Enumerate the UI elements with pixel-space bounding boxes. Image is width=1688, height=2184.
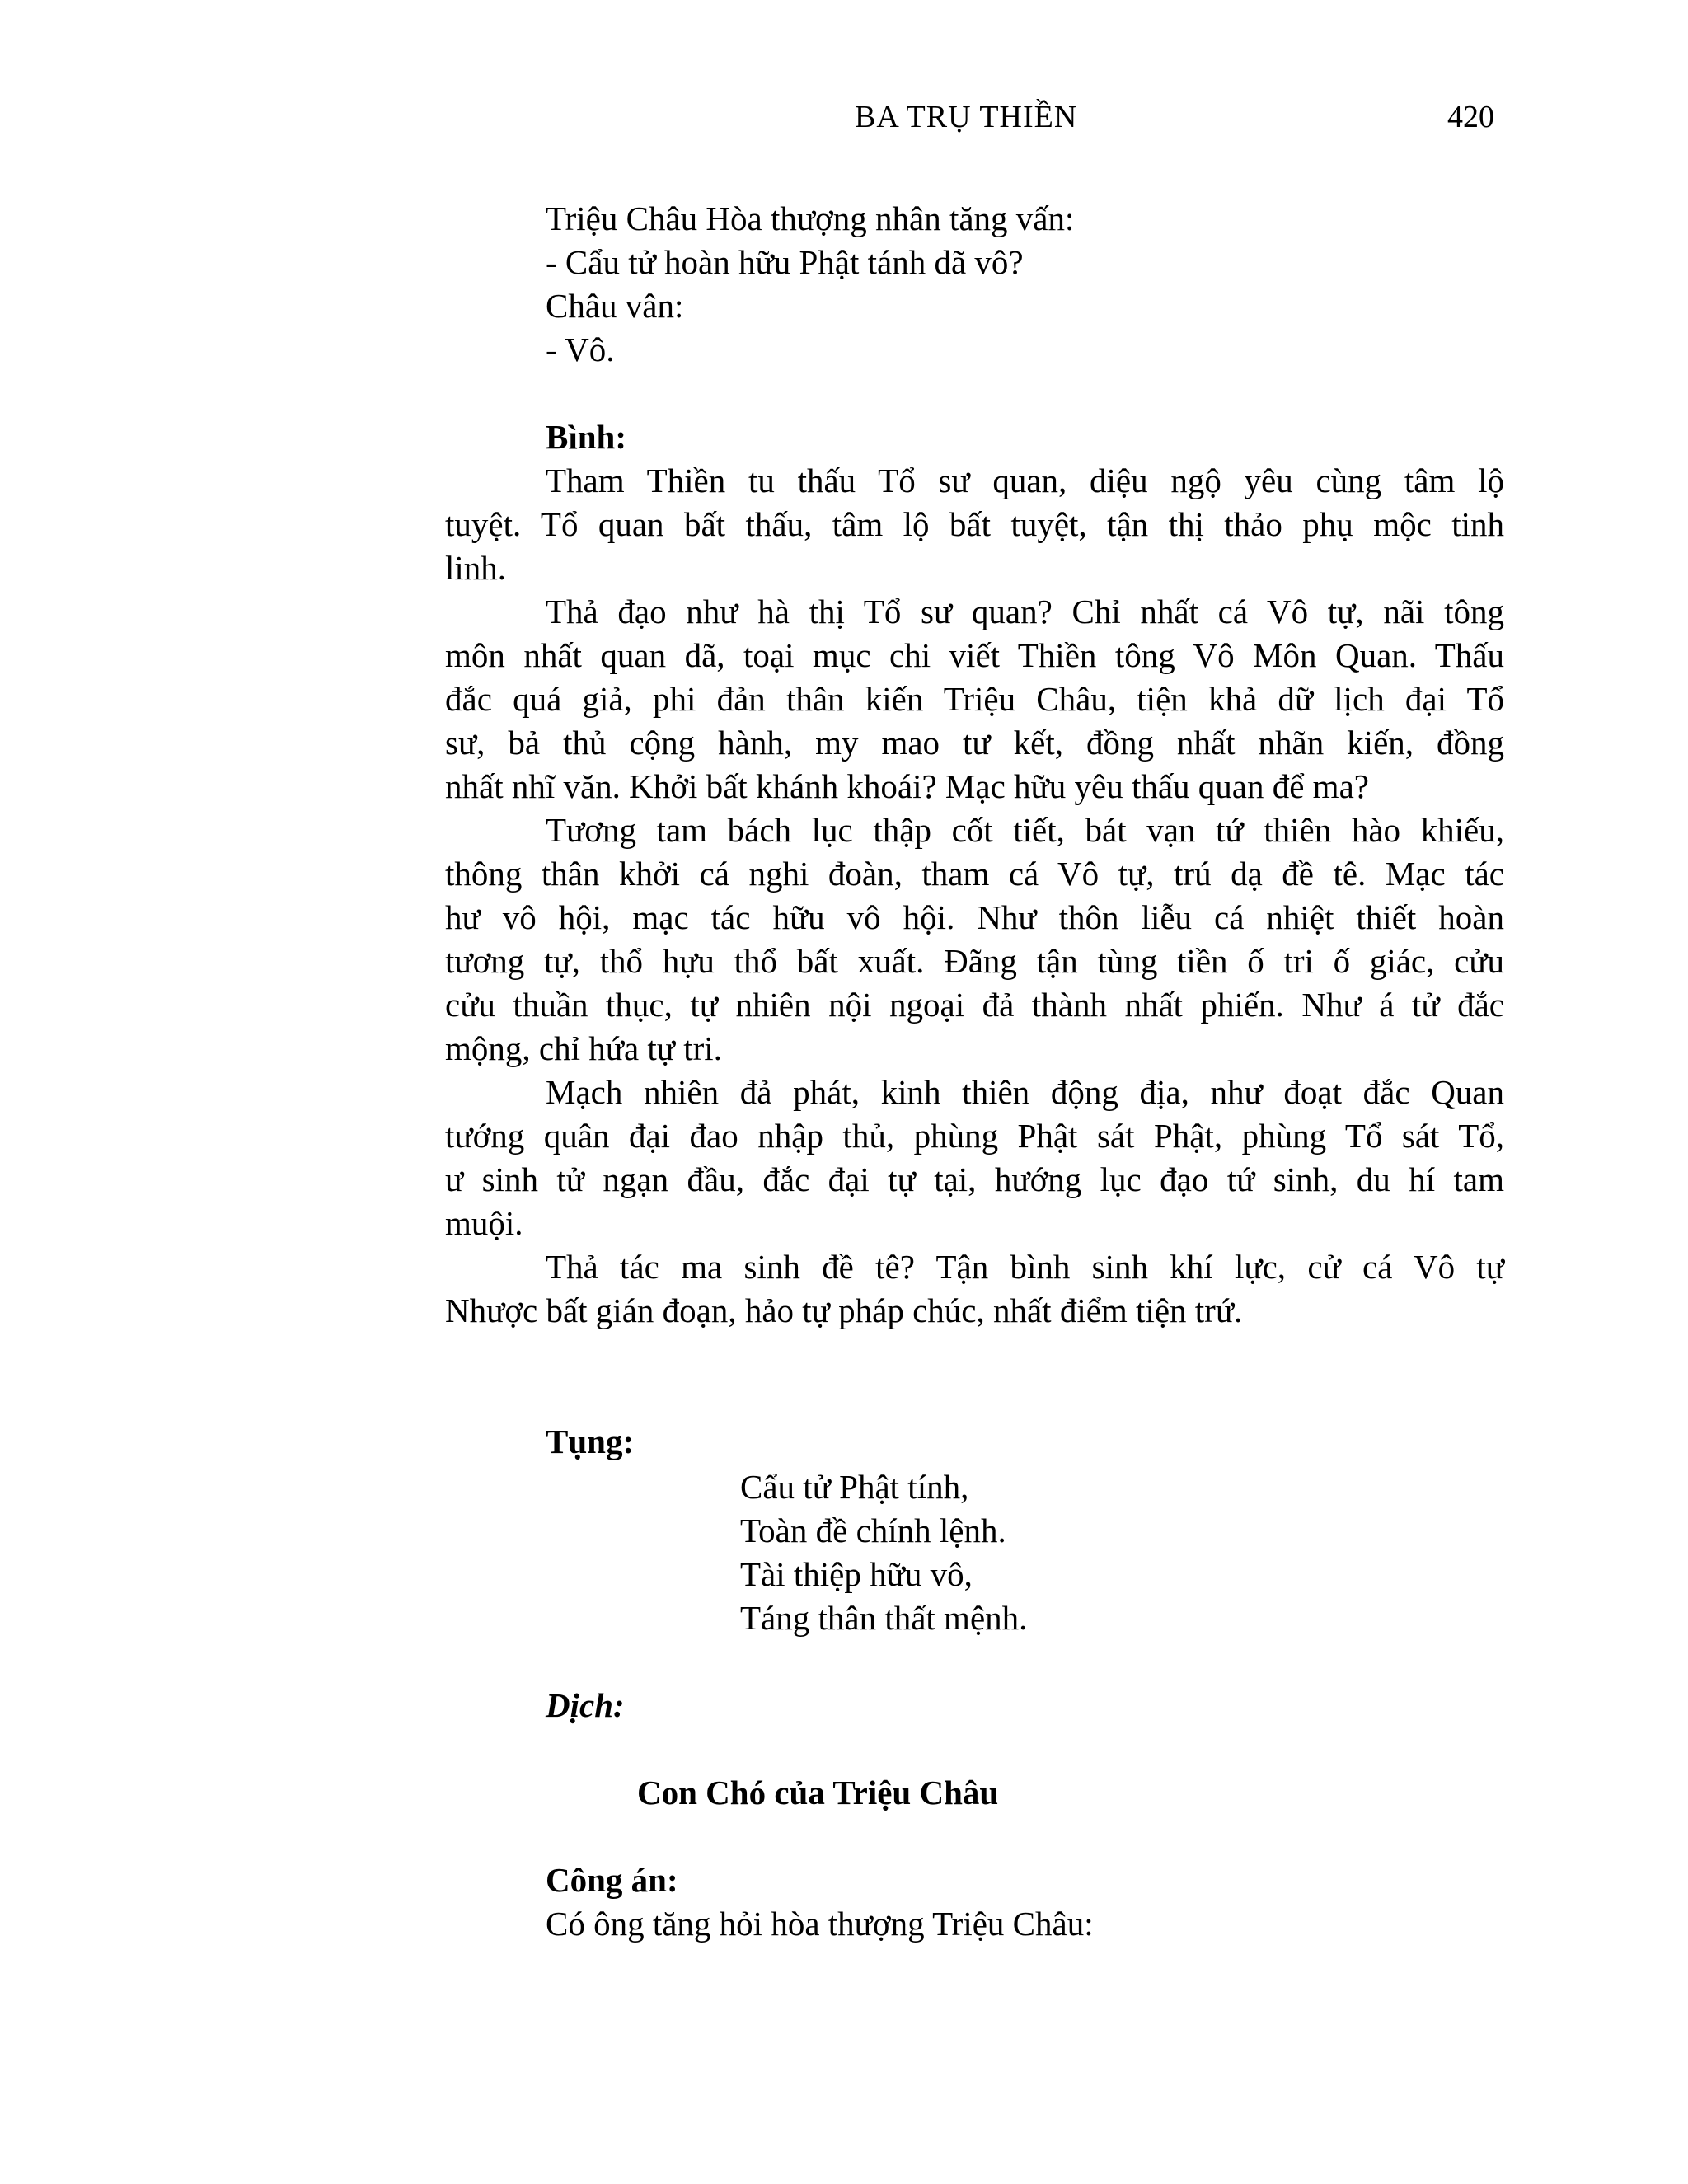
running-header-title: BA TRỤ THIỀN xyxy=(855,100,1078,134)
verse-line: Cẩu tử Phật tính, xyxy=(740,1468,969,1506)
dich-heading: Dịch: xyxy=(546,1686,625,1724)
binh-paragraph-line: sư, bả thủ cộng hành, my mao tư kết, đồng nhất nhãn kiến, đồng xyxy=(445,724,1504,762)
binh-paragraph-line: Thả tác ma sinh đề tê? Tận bình sinh khí lực, cử cá Vô tự xyxy=(546,1248,1504,1286)
binh-paragraph-line: Tham Thiền tu thấu Tổ sư quan, diệu ngộ yêu cùng tâm lộ xyxy=(546,462,1504,499)
binh-paragraph-line: linh. xyxy=(445,549,507,587)
koan-line: Châu vân: xyxy=(546,287,684,325)
cong-an-heading: Công án: xyxy=(546,1861,678,1899)
verse-line: Toàn đề chính lệnh. xyxy=(740,1511,1006,1549)
binh-paragraph-line: Thả đạo như hà thị Tổ sư quan? Chỉ nhất cá Vô tự, nãi tông xyxy=(546,593,1504,630)
tung-heading: Tụng: xyxy=(546,1422,635,1460)
binh-paragraph-line: tuyệt. Tổ quan bất thấu, tâm lộ bất tuyệt, tận thị thảo phụ mộc tinh xyxy=(445,505,1504,543)
koan-line: - Cẩu tử hoàn hữu Phật tánh dã vô? xyxy=(546,243,1024,281)
binh-paragraph-line: thông thân khởi cá nghi đoàn, tham cá Vô tự, trú dạ đề tê. Mạc tác xyxy=(445,855,1504,893)
binh-paragraph-line: tương tự, thổ hựu thổ bất xuất. Đãng tận tùng tiền ố tri ố giác, cửu xyxy=(445,942,1504,980)
cong-an-line: Có ông tăng hỏi hòa thượng Triệu Châu: xyxy=(546,1905,1094,1943)
binh-paragraph-line: Tương tam bách lục thập cốt tiết, bát vạn tứ thiên hào khiếu, xyxy=(546,811,1504,849)
koan-line: Triệu Châu Hòa thượng nhân tăng vấn: xyxy=(546,199,1075,237)
binh-paragraph-line: Mạch nhiên đả phát, kinh thiên động địa, như đoạt đắc Quan xyxy=(546,1073,1504,1111)
koan-line: - Vô. xyxy=(546,330,615,368)
page-number: 420 xyxy=(1447,100,1494,134)
binh-paragraph-line: đắc quá giả, phi đản thân kiến Triệu Châu, tiện khả dữ lịch đại Tổ xyxy=(445,680,1504,718)
binh-paragraph-line: nhất nhĩ văn. Khởi bất khánh khoái? Mạc hữu yêu thấu quan để ma? xyxy=(445,767,1369,805)
binh-paragraph-line: Nhược bất gián đoạn, hảo tự pháp chúc, nhất điểm tiện trứ. xyxy=(445,1291,1243,1329)
binh-heading: Bình: xyxy=(546,418,626,456)
translation-title: Con Chó của Triệu Châu xyxy=(637,1774,999,1811)
binh-paragraph-line: tướng quân đại đao nhập thủ, phùng Phật sát Phật, phùng Tổ sát Tổ, xyxy=(445,1117,1504,1155)
binh-paragraph-line: hư vô hội, mạc tác hữu vô hội. Như thôn liễu cá nhiệt thiết hoàn xyxy=(445,898,1504,936)
binh-paragraph-line: muội. xyxy=(445,1204,523,1242)
binh-paragraph-line: ư sinh tử ngạn đầu, đắc đại tự tại, hướng lục đạo tứ sinh, du hí tam xyxy=(445,1160,1504,1198)
binh-paragraph-line: cửu thuần thục, tự nhiên nội ngoại đả thành nhất phiến. Như á tử đắc xyxy=(445,986,1504,1024)
binh-paragraph-line: môn nhất quan dã, toại mục chi viết Thiền tông Vô Môn Quan. Thấu xyxy=(445,636,1504,674)
verse-line: Táng thân thất mệnh. xyxy=(740,1599,1028,1637)
verse-line: Tài thiệp hữu vô, xyxy=(740,1555,973,1593)
binh-paragraph-line: mộng, chỉ hứa tự tri. xyxy=(445,1029,722,1067)
